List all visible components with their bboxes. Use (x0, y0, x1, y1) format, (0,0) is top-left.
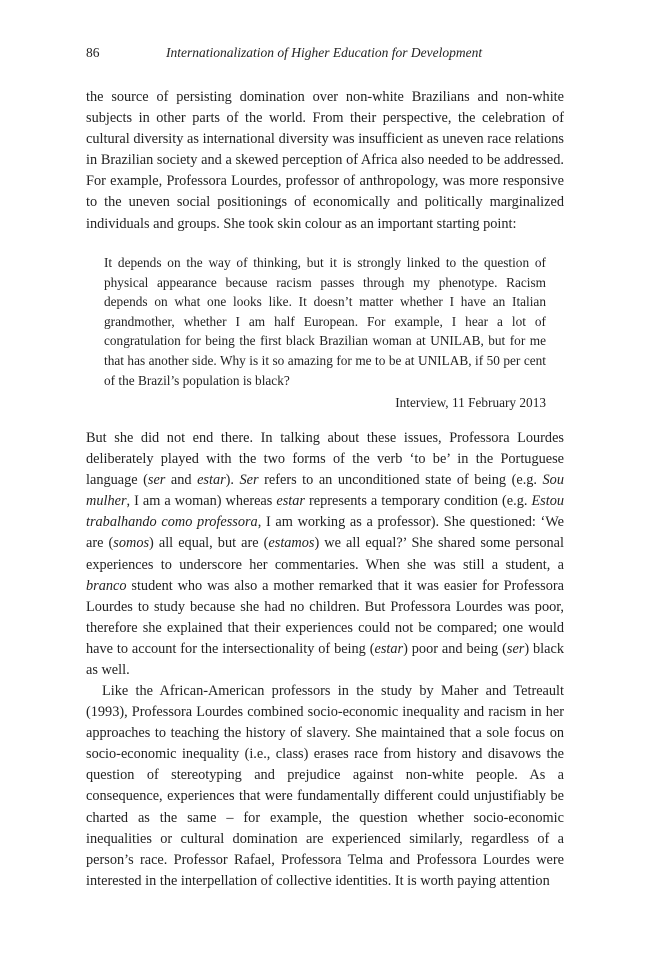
italic-term: Sou mulher (86, 472, 564, 510)
text-run: student who was also a mother remarked that it was easier for Professora Lourdes to study because she had no children. But Professora Lourdes was poor, therefore she explained that their experiences could not be compared; one would have to account for the intersectionality of being ( (86, 577, 564, 657)
italic-term: estar (197, 472, 226, 489)
paragraph-3: Like the African-American professors in the study by Maher and Tetreault (1993), Professora Lourdes combined socio-economic inequality and racism in her approaches to teaching the history of slavery. She maintained that a sole focus on socio-economic inequality (i.e., class) erases race from history and disavows the question of stereotyping and prejudice against non-white people. As a consequence, experiences that were fundamentally different could unjustifiably be charted as the same – for example, the question whether socio-economic inequalities or cultural domination are experienced similarly, regardless of a person’s race. Professor Rafael, Professora Telma and Professora Lourdes were interested in the interpellation of collective identities. It is worth paying attention (86, 683, 564, 889)
text-run: ) we all equal?’ She shared some personal experiences to underscore her commentaries. When she was still a student, a (86, 535, 564, 573)
block-quote: It depends on the way of thinking, but it is strongly linked to the question of physical appearance because racism passes through my phenotype. Racism depends on what one looks like. It doesn’t matter whether I have an Italian grandmother, whether I am half European. For example, I hear a lot of congratulation for being the first black Brazilian woman at UNILAB, but for me that has another side. Why is it so amazing for me to be at UNILAB, if 50 per cent of the Brazil’s population is black? (104, 255, 546, 388)
text-run: and (165, 472, 198, 489)
quote-citation: Interview, 11 February 2013 (395, 395, 546, 410)
text-run: , I am working as a professor). She questioned: ‘We are ( (86, 514, 564, 552)
italic-term: ser (147, 472, 166, 489)
italic-term: estar (276, 493, 305, 510)
italic-term: Estou trabalhando como professora (86, 493, 565, 531)
text-run: , I am a woman) whereas (126, 493, 277, 510)
page-number: 86 (86, 45, 100, 60)
paragraph-2 (86, 428, 564, 681)
text-run: ) all equal, but are ( (149, 535, 269, 552)
text-run: ) black as well. (86, 640, 564, 679)
text-run: refers to an unconditioned state of being (e.g. (258, 472, 543, 489)
italic-term: estar (374, 640, 404, 657)
italic-term: somos (113, 535, 150, 552)
italic-term: branco (86, 577, 127, 594)
running-header (86, 45, 562, 63)
paragraph-1: the source of persisting domination over non-white Brazilians and non-white subjects in other parts of the world. From their perspective, the celebration of cultural diversity as international diversity was insufficient as uneven race relations in Brazilian society and a skewed perception of Africa also needed to be addressed. For example, Professora Lourdes, professor of anthropology, was more responsive to the uneven social positionings of economically and politically marginalized individuals and groups. She took skin colour as an important starting point: (86, 89, 564, 232)
text-run: But she did not end there. In talking about these issues, Professora Lourdes deliberately played with the two forms of the verb ‘to be’ in the Portuguese language ( (86, 430, 564, 489)
running-title: Internationalization of Higher Education for Development (166, 45, 483, 60)
text-run: ). (225, 472, 240, 489)
italic-term: ser (506, 640, 525, 657)
text-run: ) poor and being ( (403, 640, 507, 657)
italic-term: Ser (239, 472, 259, 489)
text-run: represents a temporary condition (e.g. (304, 493, 532, 510)
italic-term: estamos (268, 535, 315, 552)
